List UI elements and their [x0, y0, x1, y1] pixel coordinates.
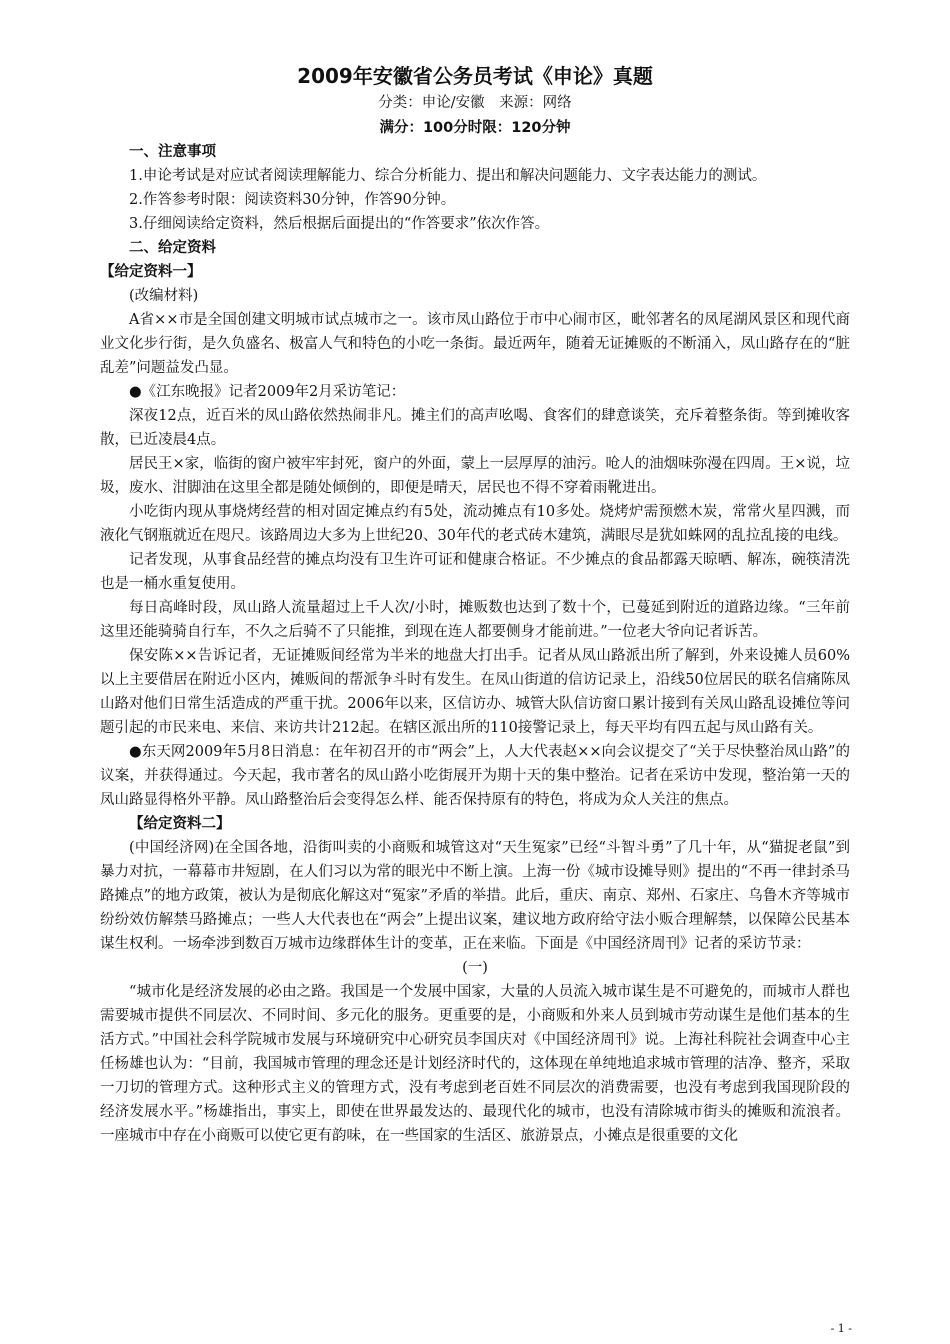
paragraph: ●《江东晚报》记者2009年2月采访笔记：: [129, 384, 406, 400]
paragraph: 居民王×家，临街的窗户被牢牢封死，窗户的外面，蒙上一层厚厚的油污。呛人的油烟味弥漫在四周。王×说，垃圾，废水、泔脚油在这里全都是随处倾倒的，即便是晴天，居民也不得不穿着雨靴进出。: [100, 456, 850, 496]
score-and-time-limit: 满分：100分时限：120分钟: [379, 120, 571, 136]
paragraph: 【给定资料二】: [129, 816, 231, 832]
paragraph: 一、注意事项: [129, 144, 216, 160]
paragraph: ●东天网2009年5月8日消息：在年初召开的市“两会”上，人大代表赵××向会议提交了“关于尽快整治凤山路”的议案，并获得通过。今天起，我市著名的凤山路小吃街展开为期十天的集中整治。记者在采访中发现，整治第一天的凤山路显得格外平静。凤山路整治后会变得怎么样、能否保持原有的特色，将成为众人关注的焦点。: [100, 744, 850, 808]
paragraph: 保安陈××告诉记者，无证摊贩间经常为半米的地盘大打出手。记者从凤山路派出所了解到，外来设摊人员60%以上主要借居在附近小区内，摊贩间的帮派争斗时有发生。在凤山街道的信访记录上，沿线50位居民的联名信痛陈凤山路对他们日常生活造成的严重干扰。2006年以来，区信访办、城管大队信访窗口累计接到有关凤山路乱设摊位等问题引起的市民来电、来信、来访共计212起。在辖区派出所的110接警记录上，每天平均有四五起与凤山路有关。: [100, 648, 850, 736]
paragraph: (改编材料): [129, 288, 199, 304]
paragraph: (中国经济网)在全国各地，沿街叫卖的小商贩和城管这对“天生冤家”已经“斗智斗勇”了几十年，从“猫捉老鼠”到暴力对抗，一幕幕市井短剧，在人们习以为常的眼光中不断上演。上海一份《城市设摊导则》提出的“不再一律封杀马路摊点”的地方政策，被认为是彻底化解这对“冤家”矛盾的举措。此后，重庆、南京、郑州、石家庄、乌鲁木齐等城市纷纷效仿解禁马路摊点；一些人大代表也在“两会”上提出议案，建议地方政府给守法小贩合理解禁，以保障公民基本谋生权利。一场牵涉到数百万城市边缘群体生计的变革，正在来临。下面是《中国经济周刊》记者的采访节录：: [100, 840, 850, 952]
paragraph: (一): [462, 960, 488, 976]
paragraph: A省××市是全国创建文明城市试点城市之一。该市凤山路位于市中心闹市区，毗邻著名的凤尾湖风景区和现代商业文化步行街，是久负盛名、极富人气和特色的小吃一条街。最近两年，随着无证摊贩的不断涌入，凤山路存在的“脏乱差”问题益发凸显。: [100, 312, 850, 376]
document-title: 2009年安徽省公务员考试《申论》真题: [297, 64, 653, 88]
paragraph: “城市化是经济发展的必由之路。我国是一个发展中国家，大量的人员流入城市谋生是不可避免的，而城市人群也需要城市提供不同层次、不同时间、多元化的服务。更重要的是，小商贩和外来人员到城市劳动谋生是他们基本的生活方式。”中国社会科学院城市发展与环境研究中心研究员李国庆对《中国经济周刊》说。上海社科院社会调查中心主任杨雄也认为：“目前，我国城市管理的理念还是计划经济时代的，这体现在单纯地追求城市管理的洁净、整齐，采取一刀切的管理方式。这种形式主义的管理方式，没有考虑到老百姓不同层次的消费需要，也没有考虑到我国现阶段的经济发展水平。”杨雄指出，事实上，即使在世界最发达的、最现代化的城市，也没有清除城市街头的摊贩和流浪者。一座城市中存在小商贩可以使它更有韵味，在一些国家的生活区、旅游景点，小摊点是很重要的文化: [100, 984, 850, 1144]
document-meta: 分类：申论/安徽 来源：网络: [378, 95, 572, 111]
paragraph: 3.仔细阅读给定资料，然后根据后面提出的“作答要求”依次作答。: [129, 216, 550, 232]
paragraph: 深夜12点，近百米的凤山路依然热闹非凡。摊主们的高声吆喝、食客们的肆意谈笑，充斥着整条街。等到摊收客散，已近凌晨4点。: [100, 408, 850, 448]
paragraph: 每日高峰时段，凤山路人流量超过上千人次/小时，摊贩数也达到了数十个，已蔓延到附近的道路边缘。“三年前这里还能骑骑自行车，不久之后骑不了只能推，到现在连人都要侧身才能前进。”一位老大爷向记者诉苦。: [100, 600, 850, 640]
paragraph: 【给定资料一】: [100, 264, 202, 280]
paragraph: 1.申论考试是对应试者阅读理解能力、综合分析能力、提出和解决问题能力、文字表达能力的测试。: [129, 168, 767, 184]
paragraph: 2.作答参考时限：阅读资料30分钟，作答90分钟。: [129, 192, 456, 208]
document-body: [100, 140, 850, 1148]
paragraph: 记者发现，从事食品经营的摊点均没有卫生许可证和健康合格证。不少摊点的食品都露天晾晒、解冻，碗筷清洗也是一桶水重复使用。: [100, 552, 850, 592]
page-number: - 1 -: [830, 1322, 852, 1335]
paragraph: 二、给定资料: [129, 240, 216, 256]
paragraph: 小吃街内现从事烧烤经营的相对固定摊点约有5处，流动摊点有10多处。烧烤炉需预燃木炭，常常火星四溅，而液化气钢瓶就近在咫尺。该路周边大多为上世纪20、30年代的老式砖木建筑，满眼尽是犹如蛛网的乱拉乱接的电线。: [100, 504, 850, 544]
